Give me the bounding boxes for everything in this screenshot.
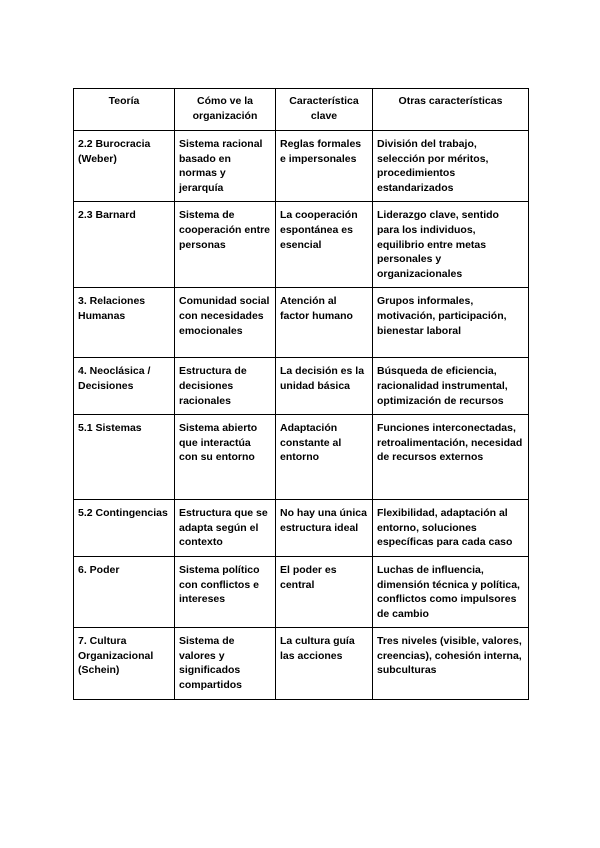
cell-caracteristica: La decisión es la unidad básica (276, 358, 373, 415)
cell-teoria: 7. Cultura Organizacional (Schein) (74, 628, 175, 699)
cell-teoria: 5.1 Sistemas (74, 415, 175, 500)
cell-otras: Tres niveles (visible, valores, creencias), cohesión interna, subculturas (373, 628, 529, 699)
cell-como-ve: Sistema abierto que interactúa con su entorno (175, 415, 276, 500)
cell-teoria: 2.3 Barnard (74, 202, 175, 288)
table-row (74, 556, 529, 627)
cell-como-ve: Sistema de valores y significados compartidos (175, 628, 276, 699)
cell-otras: División del trabajo, selección por méritos, procedimientos estandarizados (373, 131, 529, 202)
cell-caracteristica: La cultura guía las acciones (276, 628, 373, 699)
table-row (74, 131, 529, 202)
cell-caracteristica: Reglas formales e impersonales (276, 131, 373, 202)
header-como-ve: Cómo ve la organización (175, 89, 276, 131)
cell-teoria: 2.2 Burocracia (Weber) (74, 131, 175, 202)
cell-otras: Funciones interconectadas, retroalimentación, necesidad de recursos externos (373, 415, 529, 500)
header-otras-caracteristicas: Otras características (373, 89, 529, 131)
cell-como-ve: Sistema de cooperación entre personas (175, 202, 276, 288)
cell-caracteristica: La cooperación espontánea es esencial (276, 202, 373, 288)
header-caracteristica-clave: Característica clave (276, 89, 373, 131)
table-header-row (74, 89, 529, 131)
cell-caracteristica: Adaptación constante al entorno (276, 415, 373, 500)
header-teoria: Teoría (74, 89, 175, 131)
cell-como-ve: Sistema racional basado en normas y jerarquía (175, 131, 276, 202)
cell-teoria: 5.2 Contingencias (74, 500, 175, 557)
cell-teoria: 4. Neoclásica / Decisiones (74, 358, 175, 415)
cell-como-ve: Comunidad social con necesidades emocionales (175, 288, 276, 358)
theories-comparison-table (73, 88, 529, 700)
table-row (74, 415, 529, 500)
cell-otras: Luchas de influencia, dimensión técnica y política, conflictos como impulsores de cambio (373, 556, 529, 627)
cell-como-ve: Estructura que se adapta según el contexto (175, 500, 276, 557)
table-row (74, 500, 529, 557)
table-row (74, 202, 529, 288)
table-row (74, 288, 529, 358)
cell-caracteristica: El poder es central (276, 556, 373, 627)
cell-teoria: 3. Relaciones Humanas (74, 288, 175, 358)
table-row (74, 628, 529, 699)
table-row (74, 358, 529, 415)
cell-como-ve: Sistema político con conflictos e intereses (175, 556, 276, 627)
cell-caracteristica: Atención al factor humano (276, 288, 373, 358)
cell-teoria: 6. Poder (74, 556, 175, 627)
cell-otras: Liderazgo clave, sentido para los individuos, equilibrio entre metas personales y organizacionales (373, 202, 529, 288)
cell-otras: Flexibilidad, adaptación al entorno, soluciones específicas para cada caso (373, 500, 529, 557)
cell-como-ve: Estructura de decisiones racionales (175, 358, 276, 415)
cell-otras: Grupos informales, motivación, participación, bienestar laboral (373, 288, 529, 358)
cell-caracteristica: No hay una única estructura ideal (276, 500, 373, 557)
cell-otras: Búsqueda de eficiencia, racionalidad instrumental, optimización de recursos (373, 358, 529, 415)
